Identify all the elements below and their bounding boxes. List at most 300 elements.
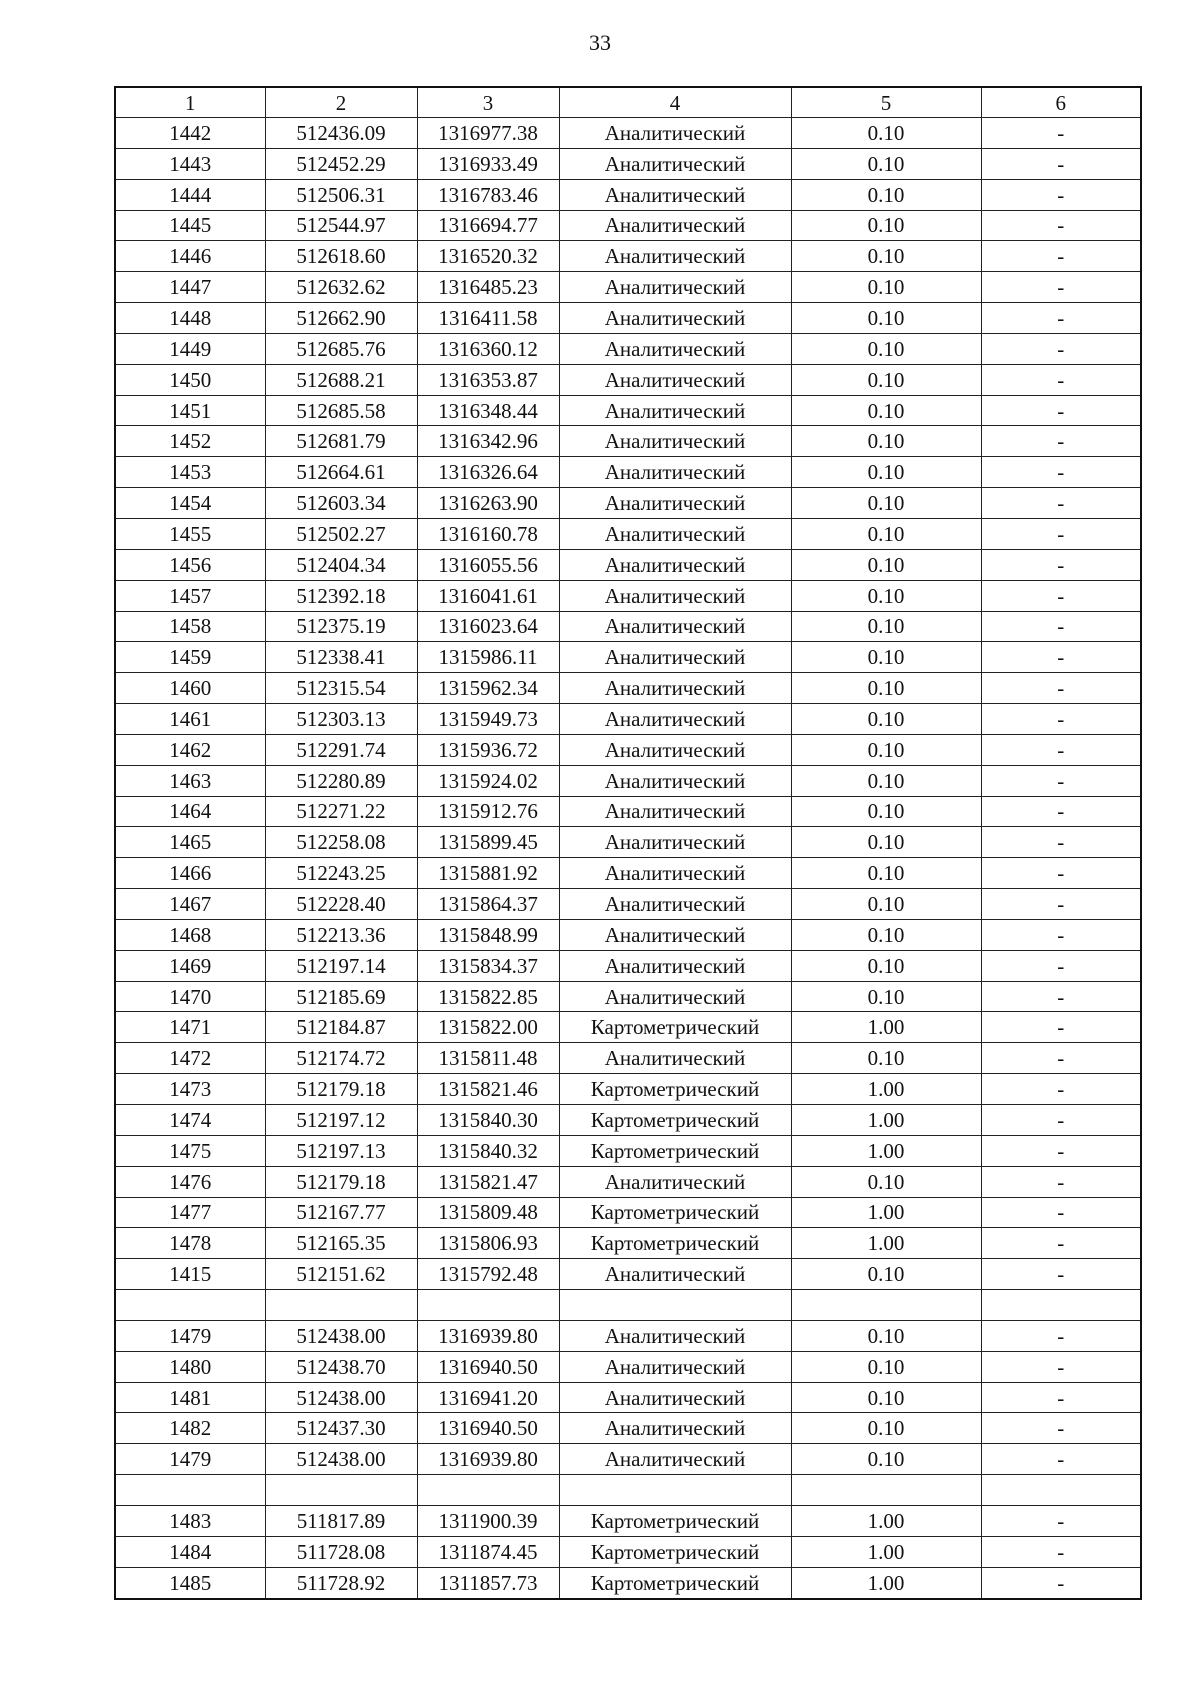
table-cell: 1316694.77: [417, 210, 559, 241]
table-cell: 0.10: [791, 611, 981, 642]
table-cell: 1456: [115, 549, 265, 580]
table-cell: 1484: [115, 1536, 265, 1567]
table-cell: 512662.90: [265, 303, 417, 334]
table-cell: 1316939.80: [417, 1320, 559, 1351]
table-cell: 1316348.44: [417, 395, 559, 426]
page-number: 33: [589, 30, 611, 55]
table-cell: 1315834.37: [417, 950, 559, 981]
table-cell: -: [981, 827, 1141, 858]
table-cell: 1315821.46: [417, 1074, 559, 1105]
table-cell: 512197.13: [265, 1135, 417, 1166]
table-row: [115, 734, 1141, 765]
table-cell: 512452.29: [265, 148, 417, 179]
table-cell: 512197.14: [265, 950, 417, 981]
table-cell: Аналитический: [559, 333, 791, 364]
table-cell: Картометрический: [559, 1228, 791, 1259]
table-cell: 0.10: [791, 827, 981, 858]
table-cell: 1316041.61: [417, 580, 559, 611]
table-cell: 1315809.48: [417, 1197, 559, 1228]
table-cell: -: [981, 457, 1141, 488]
table-cell: 0.10: [791, 765, 981, 796]
table-cell: -: [981, 1536, 1141, 1567]
table-cell: 512685.58: [265, 395, 417, 426]
table-cell: 1465: [115, 827, 265, 858]
table-cell: 0.10: [791, 457, 981, 488]
table-cell: Аналитический: [559, 919, 791, 950]
table-cell: Аналитический: [559, 118, 791, 149]
table-cell: 1316783.46: [417, 179, 559, 210]
table-row: [115, 580, 1141, 611]
table-row: [115, 1567, 1141, 1598]
table-cell: -: [981, 1444, 1141, 1475]
table-row: [115, 488, 1141, 519]
table-cell: 0.10: [791, 1413, 981, 1444]
table-cell: 1316353.87: [417, 364, 559, 395]
table-cell: 512438.70: [265, 1351, 417, 1382]
table-cell: 0.10: [791, 549, 981, 580]
table-cell: 1481: [115, 1382, 265, 1413]
table-cell: 512213.36: [265, 919, 417, 950]
table-row: [115, 642, 1141, 673]
table-cell: 1451: [115, 395, 265, 426]
table-row: [115, 1135, 1141, 1166]
table-cell: [559, 1475, 791, 1506]
table-cell: 0.10: [791, 1166, 981, 1197]
table-cell: 512603.34: [265, 488, 417, 519]
table-cell: 1316360.12: [417, 333, 559, 364]
table-cell: 512436.09: [265, 118, 417, 149]
table-cell: Аналитический: [559, 981, 791, 1012]
table-cell: 1478: [115, 1228, 265, 1259]
table-cell: 0.10: [791, 950, 981, 981]
table-cell: 1469: [115, 950, 265, 981]
table-cell: Аналитический: [559, 210, 791, 241]
table-cell: Аналитический: [559, 179, 791, 210]
table-cell: 1483: [115, 1505, 265, 1536]
table-cell: 1464: [115, 796, 265, 827]
table-row: [115, 765, 1141, 796]
table-cell: 0.10: [791, 518, 981, 549]
table-cell: -: [981, 118, 1141, 149]
table-cell: [265, 1290, 417, 1321]
table-cell: 0.10: [791, 1382, 981, 1413]
table-cell: -: [981, 919, 1141, 950]
table-cell: 0.10: [791, 118, 981, 149]
table-cell: 1.00: [791, 1012, 981, 1043]
table-cell: 1468: [115, 919, 265, 950]
table-cell: 1316411.58: [417, 303, 559, 334]
table-cell: -: [981, 488, 1141, 519]
table-cell: 0.10: [791, 333, 981, 364]
table-cell: 1315936.72: [417, 734, 559, 765]
table-cell: 1315912.76: [417, 796, 559, 827]
table-cell: 511728.08: [265, 1536, 417, 1567]
table-row: [115, 1043, 1141, 1074]
table-cell: 512184.87: [265, 1012, 417, 1043]
table-cell: 1316263.90: [417, 488, 559, 519]
table-cell: 512303.13: [265, 704, 417, 735]
table-cell: 1316485.23: [417, 272, 559, 303]
table-cell: -: [981, 333, 1141, 364]
table-cell: -: [981, 1135, 1141, 1166]
table-cell: 1.00: [791, 1074, 981, 1105]
table-cell: -: [981, 858, 1141, 889]
table-cell: 512165.35: [265, 1228, 417, 1259]
table-cell: 0.10: [791, 1043, 981, 1074]
table-row: [115, 1166, 1141, 1197]
table-cell: [417, 1290, 559, 1321]
table-cell: 1315822.85: [417, 981, 559, 1012]
table-row: [115, 1074, 1141, 1105]
table-cell: -: [981, 364, 1141, 395]
table-cell: 1315962.34: [417, 673, 559, 704]
table-cell: 0.10: [791, 704, 981, 735]
table-cell: 0.10: [791, 303, 981, 334]
table-cell: 0.10: [791, 1444, 981, 1475]
table-cell: Аналитический: [559, 241, 791, 272]
table-cell: Картометрический: [559, 1135, 791, 1166]
table-cell: 1315986.11: [417, 642, 559, 673]
table-cell: 0.10: [791, 1259, 981, 1290]
table-row: [115, 333, 1141, 364]
table-cell: -: [981, 210, 1141, 241]
table-cell: -: [981, 1166, 1141, 1197]
table-cell: [417, 1475, 559, 1506]
table-cell: Аналитический: [559, 889, 791, 920]
table-row: [115, 1475, 1141, 1506]
table-row: [115, 549, 1141, 580]
table-cell: 1316933.49: [417, 148, 559, 179]
table-row: [115, 611, 1141, 642]
table-cell: 1453: [115, 457, 265, 488]
table-row: [115, 1444, 1141, 1475]
table-cell: Аналитический: [559, 488, 791, 519]
table-cell: 1452: [115, 426, 265, 457]
table-cell: 1315840.30: [417, 1105, 559, 1136]
table-cell: 1.00: [791, 1228, 981, 1259]
table-cell: 512685.76: [265, 333, 417, 364]
header-cell: 2: [265, 87, 417, 118]
table-cell: Картометрический: [559, 1074, 791, 1105]
table-cell: 512291.74: [265, 734, 417, 765]
table-cell: Картометрический: [559, 1197, 791, 1228]
table-cell: -: [981, 1351, 1141, 1382]
table-cell: 1.00: [791, 1567, 981, 1598]
table-cell: [115, 1290, 265, 1321]
table-cell: 1448: [115, 303, 265, 334]
table-cell: 0.10: [791, 148, 981, 179]
table-cell: [981, 1475, 1141, 1506]
table-cell: -: [981, 395, 1141, 426]
table-cell: 1477: [115, 1197, 265, 1228]
table-cell: 512375.19: [265, 611, 417, 642]
table-cell: 512197.12: [265, 1105, 417, 1136]
table-cell: Аналитический: [559, 272, 791, 303]
table-cell: -: [981, 673, 1141, 704]
table-cell: 1461: [115, 704, 265, 735]
table-cell: 1315924.02: [417, 765, 559, 796]
table-cell: -: [981, 518, 1141, 549]
table-row: [115, 364, 1141, 395]
table-cell: [559, 1290, 791, 1321]
table-cell: Аналитический: [559, 395, 791, 426]
table-cell: Аналитический: [559, 1166, 791, 1197]
table-cell: 512544.97: [265, 210, 417, 241]
table-cell: 1476: [115, 1166, 265, 1197]
header-cell: 4: [559, 87, 791, 118]
table-cell: 1315899.45: [417, 827, 559, 858]
table-cell: 1316941.20: [417, 1382, 559, 1413]
table-row: [115, 1320, 1141, 1351]
table-cell: -: [981, 148, 1141, 179]
table-cell: 512438.00: [265, 1382, 417, 1413]
table-cell: 512506.31: [265, 179, 417, 210]
table-cell: 1315881.92: [417, 858, 559, 889]
table-cell: 1472: [115, 1043, 265, 1074]
table-cell: 1479: [115, 1320, 265, 1351]
table-cell: 1316939.80: [417, 1444, 559, 1475]
table-cell: 1316940.50: [417, 1413, 559, 1444]
table-row: [115, 950, 1141, 981]
table-cell: -: [981, 704, 1141, 735]
table-row: [115, 303, 1141, 334]
table-cell: 1311900.39: [417, 1505, 559, 1536]
table-cell: -: [981, 1074, 1141, 1105]
table-header-row: [115, 87, 1141, 118]
table-cell: 512228.40: [265, 889, 417, 920]
table-cell: 1415: [115, 1259, 265, 1290]
table-cell: Аналитический: [559, 1413, 791, 1444]
table-cell: 512437.30: [265, 1413, 417, 1444]
table-cell: 1462: [115, 734, 265, 765]
table-cell: 511728.92: [265, 1567, 417, 1598]
table-cell: 1.00: [791, 1135, 981, 1166]
table-cell: 512438.00: [265, 1320, 417, 1351]
table-cell: 1443: [115, 148, 265, 179]
table-row: [115, 796, 1141, 827]
table-cell: [791, 1290, 981, 1321]
table-cell: 0.10: [791, 796, 981, 827]
table-row: [115, 118, 1141, 149]
table-cell: 0.10: [791, 673, 981, 704]
table-cell: 1315848.99: [417, 919, 559, 950]
table-cell: [981, 1290, 1141, 1321]
table-cell: 0.10: [791, 210, 981, 241]
table-row: [115, 1413, 1141, 1444]
table-cell: -: [981, 1320, 1141, 1351]
table-cell: 1474: [115, 1105, 265, 1136]
table-cell: 1458: [115, 611, 265, 642]
table-cell: 1316940.50: [417, 1351, 559, 1382]
table-cell: [115, 1475, 265, 1506]
table-cell: 512688.21: [265, 364, 417, 395]
table-cell: 512681.79: [265, 426, 417, 457]
table-cell: 0.10: [791, 395, 981, 426]
table-cell: -: [981, 889, 1141, 920]
table-cell: Аналитический: [559, 796, 791, 827]
table-cell: 1315821.47: [417, 1166, 559, 1197]
table-cell: Аналитический: [559, 303, 791, 334]
table-row: [115, 889, 1141, 920]
table-cell: 1463: [115, 765, 265, 796]
table-cell: -: [981, 1259, 1141, 1290]
table-cell: 1470: [115, 981, 265, 1012]
table-cell: -: [981, 734, 1141, 765]
table-cell: Аналитический: [559, 673, 791, 704]
table-row: [115, 1351, 1141, 1382]
table-body: [115, 87, 1141, 1599]
table-cell: Картометрический: [559, 1567, 791, 1598]
table-cell: 1.00: [791, 1197, 981, 1228]
table-cell: Картометрический: [559, 1505, 791, 1536]
table-cell: 1315792.48: [417, 1259, 559, 1290]
table-row: [115, 148, 1141, 179]
table-cell: -: [981, 1505, 1141, 1536]
table-cell: 1315840.32: [417, 1135, 559, 1166]
table-cell: 512632.62: [265, 272, 417, 303]
table-cell: Аналитический: [559, 642, 791, 673]
table-cell: 512185.69: [265, 981, 417, 1012]
table-cell: -: [981, 611, 1141, 642]
table-cell: 1459: [115, 642, 265, 673]
table-cell: 512151.62: [265, 1259, 417, 1290]
table-cell: 1316023.64: [417, 611, 559, 642]
table-cell: 512280.89: [265, 765, 417, 796]
table-cell: 0.10: [791, 580, 981, 611]
table-cell: 1311874.45: [417, 1536, 559, 1567]
table-cell: 0.10: [791, 272, 981, 303]
table-cell: Аналитический: [559, 611, 791, 642]
table-cell: 512618.60: [265, 241, 417, 272]
table-cell: -: [981, 1012, 1141, 1043]
table-cell: -: [981, 303, 1141, 334]
table-cell: 512502.27: [265, 518, 417, 549]
table-cell: Аналитический: [559, 457, 791, 488]
table-cell: 1315811.48: [417, 1043, 559, 1074]
table-cell: 512258.08: [265, 827, 417, 858]
table-row: [115, 179, 1141, 210]
table-cell: 1455: [115, 518, 265, 549]
table-cell: -: [981, 765, 1141, 796]
table-cell: 1316342.96: [417, 426, 559, 457]
table-cell: 1482: [115, 1413, 265, 1444]
table-cell: Аналитический: [559, 827, 791, 858]
table-cell: 1457: [115, 580, 265, 611]
table-cell: 512392.18: [265, 580, 417, 611]
table-cell: [265, 1475, 417, 1506]
table-cell: -: [981, 241, 1141, 272]
table-cell: [791, 1475, 981, 1506]
table-cell: Аналитический: [559, 148, 791, 179]
table-cell: -: [981, 1413, 1141, 1444]
table-row: [115, 1259, 1141, 1290]
table-cell: 1311857.73: [417, 1567, 559, 1598]
table-cell: Аналитический: [559, 580, 791, 611]
table-cell: 1473: [115, 1074, 265, 1105]
table-row: [115, 827, 1141, 858]
table-cell: 0.10: [791, 919, 981, 950]
table-cell: 0.10: [791, 488, 981, 519]
table-cell: 1471: [115, 1012, 265, 1043]
table-row: [115, 704, 1141, 735]
table-cell: 512174.72: [265, 1043, 417, 1074]
table-cell: 1316520.32: [417, 241, 559, 272]
table-cell: -: [981, 1567, 1141, 1598]
table-cell: Аналитический: [559, 364, 791, 395]
table-cell: 1315949.73: [417, 704, 559, 735]
table-cell: 1316977.38: [417, 118, 559, 149]
table-row: [115, 981, 1141, 1012]
header-cell: 6: [981, 87, 1141, 118]
header-cell: 3: [417, 87, 559, 118]
table-cell: 1.00: [791, 1505, 981, 1536]
table-cell: Аналитический: [559, 426, 791, 457]
table-cell: 1467: [115, 889, 265, 920]
table-cell: 1479: [115, 1444, 265, 1475]
table-cell: -: [981, 272, 1141, 303]
table-cell: Аналитический: [559, 704, 791, 735]
table-cell: 0.10: [791, 1320, 981, 1351]
table-row: [115, 1105, 1141, 1136]
table-cell: -: [981, 642, 1141, 673]
table-row: [115, 919, 1141, 950]
table-row: [115, 1382, 1141, 1413]
table-cell: 0.10: [791, 889, 981, 920]
table-cell: 1316326.64: [417, 457, 559, 488]
table-cell: 0.10: [791, 858, 981, 889]
table-cell: Аналитический: [559, 1043, 791, 1074]
table-cell: 0.10: [791, 426, 981, 457]
table-cell: -: [981, 796, 1141, 827]
table-cell: 512243.25: [265, 858, 417, 889]
table-cell: 1444: [115, 179, 265, 210]
table-cell: 1466: [115, 858, 265, 889]
table-cell: 1445: [115, 210, 265, 241]
table-cell: 1315864.37: [417, 889, 559, 920]
table-cell: 0.10: [791, 241, 981, 272]
table-cell: Аналитический: [559, 1351, 791, 1382]
table-cell: Аналитический: [559, 1444, 791, 1475]
table-cell: 1454: [115, 488, 265, 519]
table-row: [115, 457, 1141, 488]
table-row: [115, 1536, 1141, 1567]
table-cell: 1.00: [791, 1105, 981, 1136]
table-cell: -: [981, 549, 1141, 580]
table-cell: 0.10: [791, 734, 981, 765]
table-row: [115, 426, 1141, 457]
table-cell: 1316055.56: [417, 549, 559, 580]
table-cell: 512338.41: [265, 642, 417, 673]
table-cell: Аналитический: [559, 950, 791, 981]
table-cell: -: [981, 426, 1141, 457]
table-cell: Аналитический: [559, 765, 791, 796]
header-cell: 5: [791, 87, 981, 118]
table-row: [115, 272, 1141, 303]
table-cell: 1315822.00: [417, 1012, 559, 1043]
table-cell: 512438.00: [265, 1444, 417, 1475]
table-cell: 1480: [115, 1351, 265, 1382]
table-row: [115, 1228, 1141, 1259]
table-cell: 512664.61: [265, 457, 417, 488]
table-cell: Аналитический: [559, 1259, 791, 1290]
table-row: [115, 518, 1141, 549]
table-cell: Аналитический: [559, 858, 791, 889]
table-cell: 0.10: [791, 642, 981, 673]
table-cell: 1446: [115, 241, 265, 272]
table-cell: 512179.18: [265, 1166, 417, 1197]
table-cell: 1460: [115, 673, 265, 704]
table-cell: Аналитический: [559, 1382, 791, 1413]
